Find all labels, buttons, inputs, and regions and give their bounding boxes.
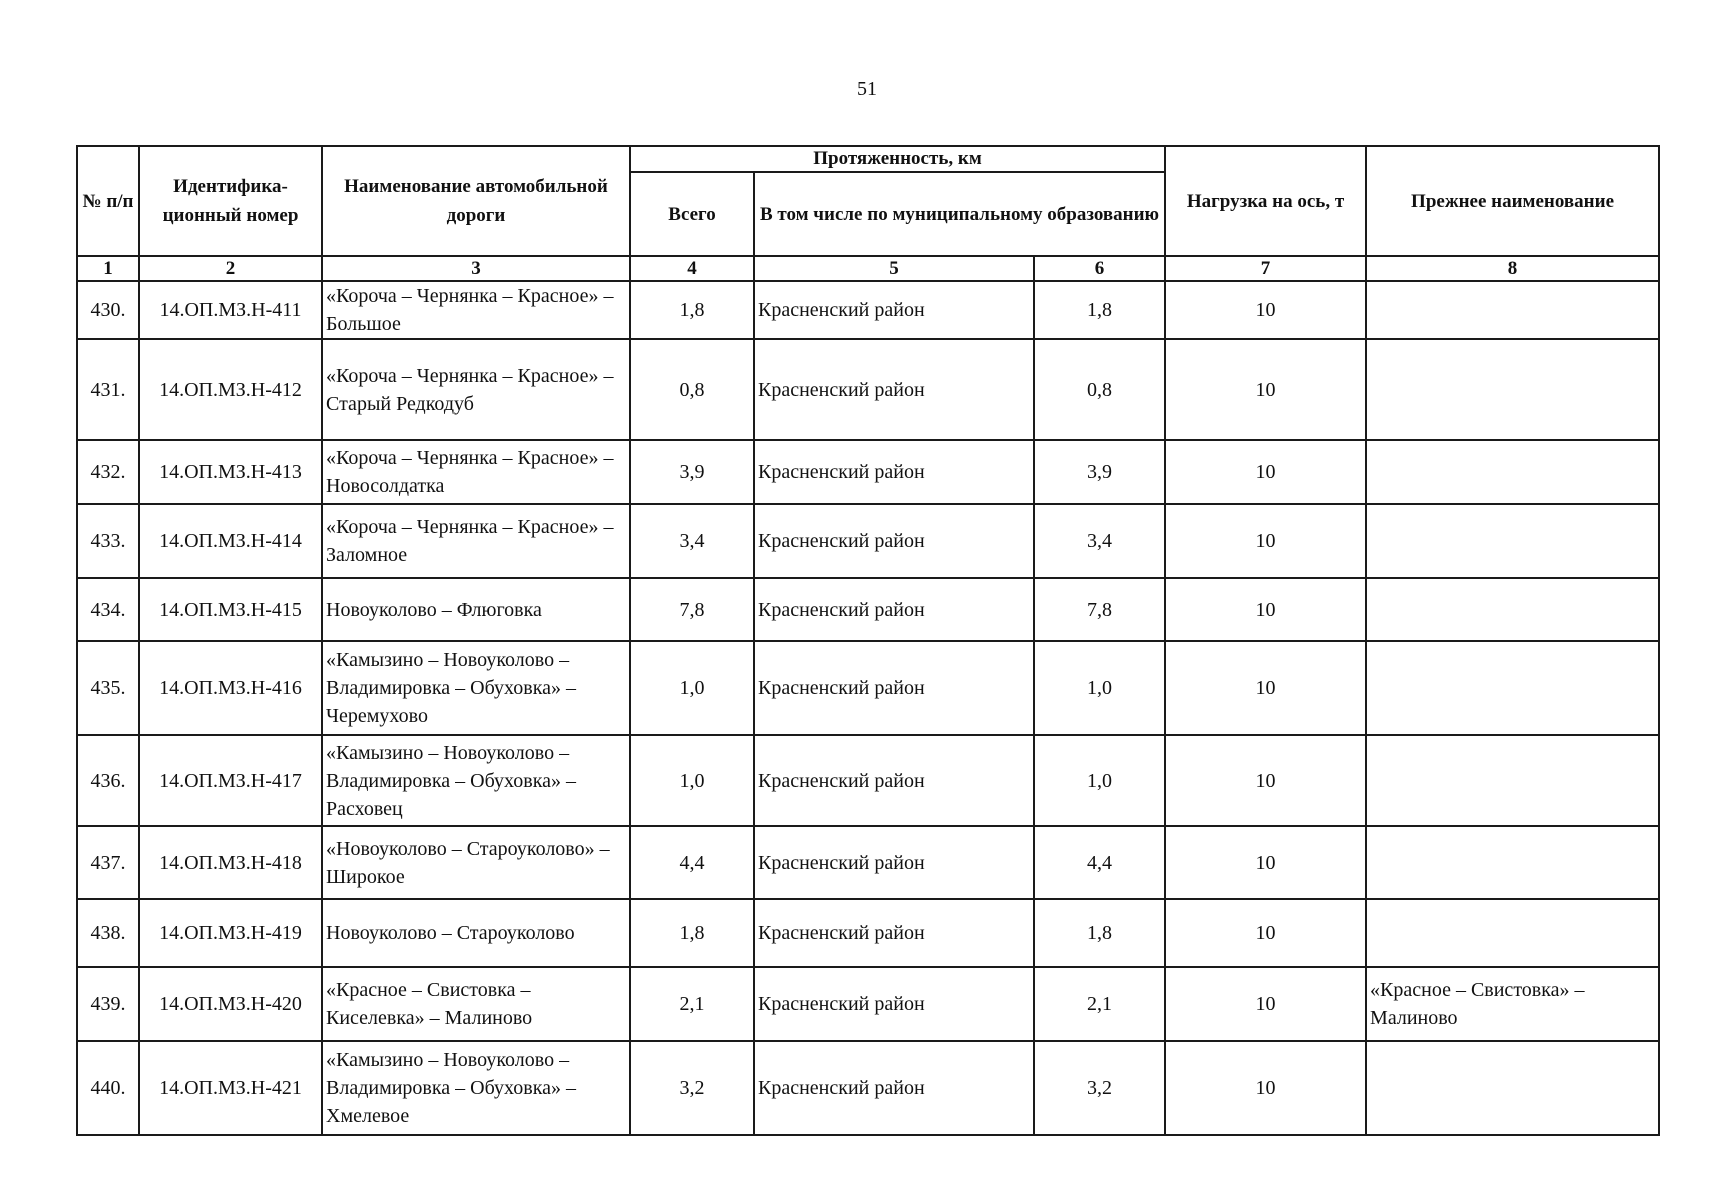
length-total: 3,4 (630, 504, 754, 578)
axle-load: 10 (1165, 1041, 1366, 1135)
length-total: 3,9 (630, 440, 754, 504)
road-name: «Камызино – Новоуколово – Владимировка – Обуховка» – Хмелевое (322, 1041, 630, 1135)
column-number: 2 (139, 256, 322, 281)
axle-load: 10 (1165, 899, 1366, 967)
former-name (1366, 339, 1659, 440)
municipality-length: 1,8 (1034, 281, 1165, 339)
length-total: 1,8 (630, 281, 754, 339)
road-name: «Камызино – Новоуколово – Владимировка – Обуховка» – Расховец (322, 735, 630, 826)
length-total: 1,0 (630, 641, 754, 735)
former-name (1366, 578, 1659, 641)
former-name (1366, 826, 1659, 899)
former-name (1366, 641, 1659, 735)
road-name: «Камызино – Новоуколово – Владимировка – Обуховка» – Черемухово (322, 641, 630, 735)
road-id: 14.ОП.МЗ.Н-420 (139, 967, 322, 1041)
road-id: 14.ОП.МЗ.Н-416 (139, 641, 322, 735)
axle-load: 10 (1165, 440, 1366, 504)
table-row (77, 281, 1659, 339)
table-row (77, 899, 1659, 967)
road-id: 14.ОП.МЗ.Н-417 (139, 735, 322, 826)
row-number: 431. (77, 339, 139, 440)
header-length-group: Протяженность, км (630, 146, 1165, 172)
row-number: 438. (77, 899, 139, 967)
length-total: 4,4 (630, 826, 754, 899)
road-id: 14.ОП.МЗ.Н-411 (139, 281, 322, 339)
row-number: 435. (77, 641, 139, 735)
municipality-length: 1,0 (1034, 735, 1165, 826)
municipality: Красненский район (754, 440, 1034, 504)
page-number: 51 (857, 78, 877, 100)
length-total: 3,2 (630, 1041, 754, 1135)
row-number: 433. (77, 504, 139, 578)
axle-load: 10 (1165, 826, 1366, 899)
column-number: 5 (754, 256, 1034, 281)
table-row (77, 1041, 1659, 1135)
road-id: 14.ОП.МЗ.Н-421 (139, 1041, 322, 1135)
axle-load: 10 (1165, 641, 1366, 735)
municipality: Красненский район (754, 578, 1034, 641)
municipality: Красненский район (754, 641, 1034, 735)
length-total: 1,0 (630, 735, 754, 826)
axle-load: 10 (1165, 504, 1366, 578)
road-id: 14.ОП.МЗ.Н-413 (139, 440, 322, 504)
former-name: «Красное – Свистовка» – Малиново (1366, 967, 1659, 1041)
road-name: Новоуколово – Флюговка (322, 578, 630, 641)
municipality: Красненский район (754, 504, 1034, 578)
axle-load: 10 (1165, 967, 1366, 1041)
column-number: 7 (1165, 256, 1366, 281)
table-row (77, 826, 1659, 899)
row-number: 430. (77, 281, 139, 339)
header-no: № п/п (77, 146, 139, 256)
column-number: 1 (77, 256, 139, 281)
former-name (1366, 440, 1659, 504)
header-name: Наименование автомобильной дороги (322, 146, 630, 256)
header-total: Всего (630, 172, 754, 256)
length-total: 7,8 (630, 578, 754, 641)
former-name (1366, 281, 1659, 339)
row-number: 440. (77, 1041, 139, 1135)
table-row (77, 440, 1659, 504)
municipality: Красненский район (754, 735, 1034, 826)
row-number: 434. (77, 578, 139, 641)
former-name (1366, 899, 1659, 967)
table-row (77, 578, 1659, 641)
road-name: «Короча – Чернянка – Красное» – Большое (322, 281, 630, 339)
column-number: 3 (322, 256, 630, 281)
road-name: «Короча – Чернянка – Красное» – Старый Редкодуб (322, 339, 630, 440)
header-former-name: Прежнее наименование (1366, 146, 1659, 256)
municipality-length: 0,8 (1034, 339, 1165, 440)
header-id: Идентифика-ционный номер (139, 146, 322, 256)
municipality-length: 3,9 (1034, 440, 1165, 504)
axle-load: 10 (1165, 735, 1366, 826)
header-by-municipality: В том числе по муниципальному образованию (754, 172, 1165, 256)
municipality: Красненский район (754, 899, 1034, 967)
municipality: Красненский район (754, 281, 1034, 339)
length-total: 2,1 (630, 967, 754, 1041)
road-name: «Короча – Чернянка – Красное» – Заломное (322, 504, 630, 578)
axle-load: 10 (1165, 281, 1366, 339)
road-name: Новоуколово – Староуколово (322, 899, 630, 967)
table-row (77, 504, 1659, 578)
column-number: 6 (1034, 256, 1165, 281)
municipality-length: 7,8 (1034, 578, 1165, 641)
municipality-length: 1,8 (1034, 899, 1165, 967)
row-number: 432. (77, 440, 139, 504)
municipality-length: 3,2 (1034, 1041, 1165, 1135)
table-row (77, 967, 1659, 1041)
former-name (1366, 735, 1659, 826)
row-number: 436. (77, 735, 139, 826)
road-name: «Короча – Чернянка – Красное» – Новосолдатка (322, 440, 630, 504)
road-id: 14.ОП.МЗ.Н-415 (139, 578, 322, 641)
road-id: 14.ОП.МЗ.Н-418 (139, 826, 322, 899)
municipality: Красненский район (754, 1041, 1034, 1135)
row-number: 437. (77, 826, 139, 899)
table-row (77, 735, 1659, 826)
municipality-length: 4,4 (1034, 826, 1165, 899)
municipality-length: 3,4 (1034, 504, 1165, 578)
municipality: Красненский район (754, 339, 1034, 440)
road-id: 14.ОП.МЗ.Н-412 (139, 339, 322, 440)
table-row (77, 641, 1659, 735)
former-name (1366, 504, 1659, 578)
table-row (77, 339, 1659, 440)
former-name (1366, 1041, 1659, 1135)
axle-load: 10 (1165, 578, 1366, 641)
column-number: 8 (1366, 256, 1659, 281)
road-name: «Новоуколово – Староуколово» – Широкое (322, 826, 630, 899)
municipality: Красненский район (754, 826, 1034, 899)
road-id: 14.ОП.МЗ.Н-414 (139, 504, 322, 578)
column-number: 4 (630, 256, 754, 281)
municipality-length: 2,1 (1034, 967, 1165, 1041)
row-number: 439. (77, 967, 139, 1041)
length-total: 1,8 (630, 899, 754, 967)
roads-table (76, 145, 1660, 1136)
road-name: «Красное – Свистовка – Киселевка» – Малиново (322, 967, 630, 1041)
road-id: 14.ОП.МЗ.Н-419 (139, 899, 322, 967)
axle-load: 10 (1165, 339, 1366, 440)
header-axle-load: Нагрузка на ось, т (1165, 146, 1366, 256)
municipality: Красненский район (754, 967, 1034, 1041)
length-total: 0,8 (630, 339, 754, 440)
municipality-length: 1,0 (1034, 641, 1165, 735)
